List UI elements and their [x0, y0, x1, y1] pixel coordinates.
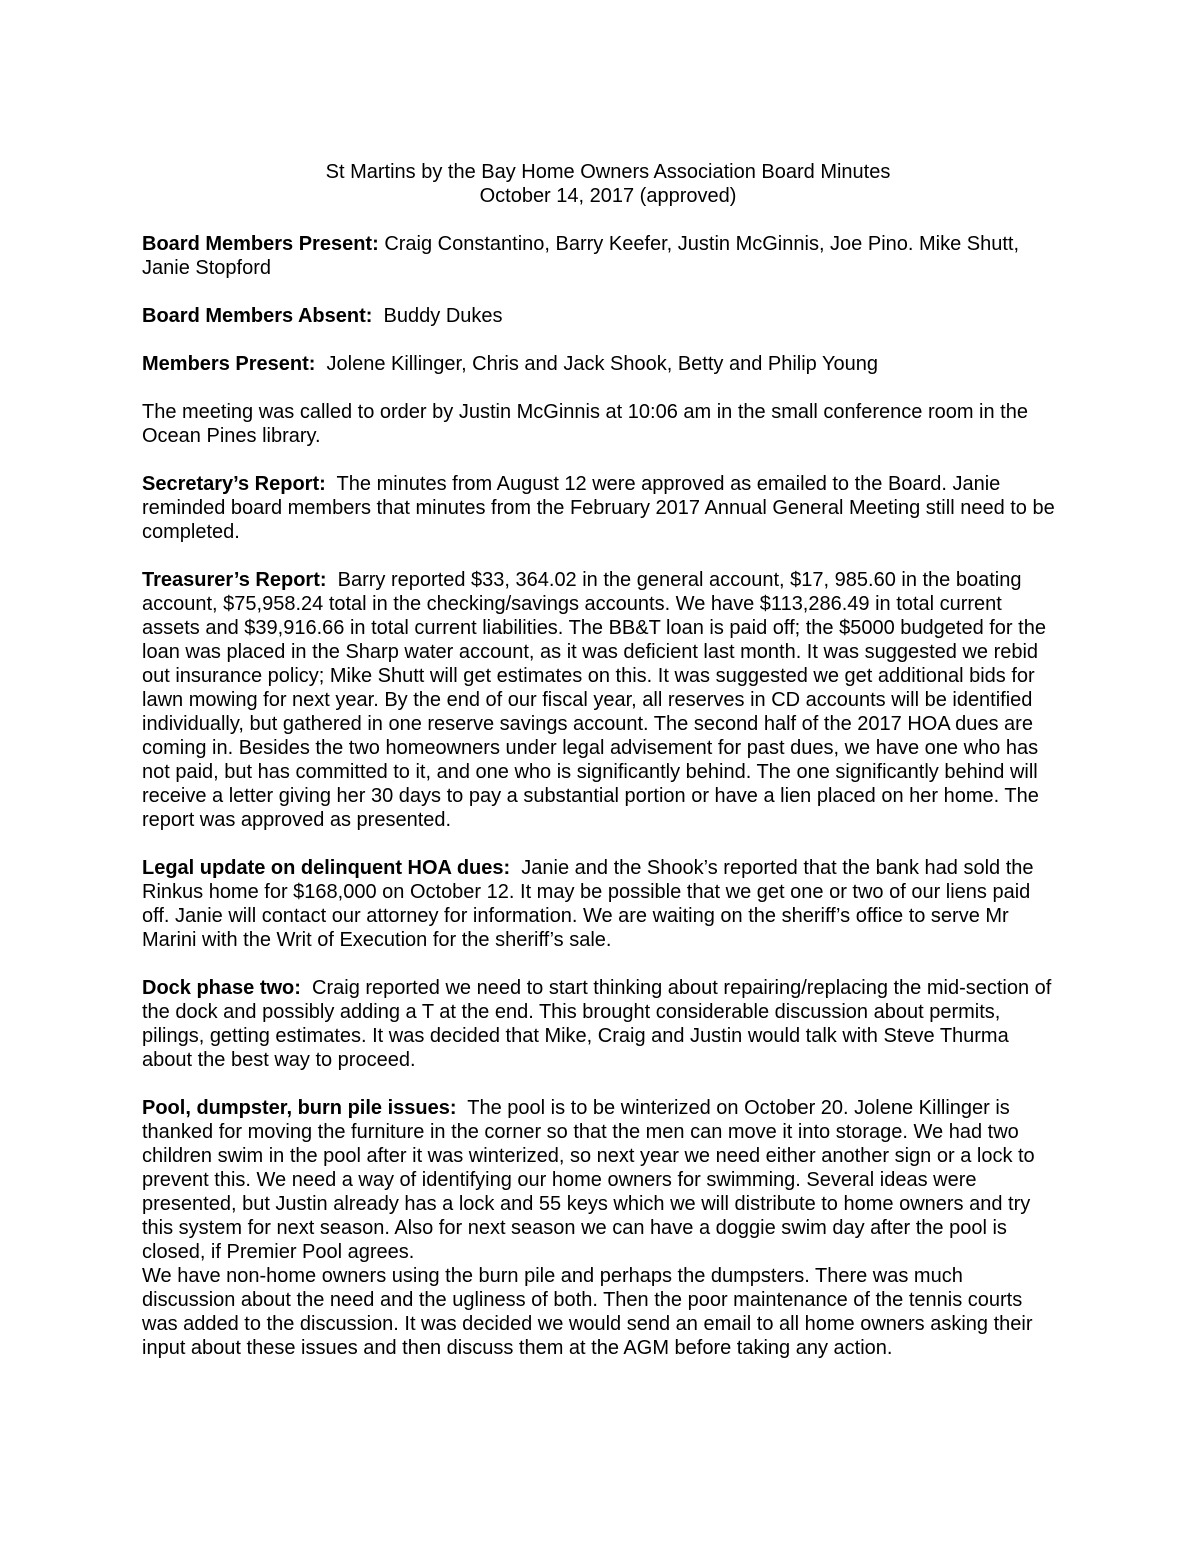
- section-text: Jolene Killinger, Chris and Jack Shook, Betty and Philip Young: [326, 353, 878, 375]
- section-pool-dumpster-burn-pile: [142, 1096, 1060, 1360]
- section-text: The pool is to be winterized on October 20. Jolene Killinger is thanked for moving the furniture in the corner so that the men can move it into storage. We had two children swim in the pool after it was winterized, so next year we need either another sign or a lock to prevent this. We need a way of identifying our home owners for swimming. Several ideas were presented, but Justin already has a lock and 55 keys which we will distribute to home owners and try this system for next season. Also for next season we can have a doggie swim day after the pool is closed, if Premier Pool agrees.: [142, 1097, 1035, 1263]
- section-paragraph: [142, 304, 1060, 328]
- section-heading: Treasurer’s Report:: [142, 569, 327, 591]
- section-heading: Board Members Absent:: [142, 305, 373, 327]
- section-paragraph: [142, 232, 1060, 280]
- section-heading: Secretary’s Report:: [142, 473, 326, 495]
- section-text: Craig Constantino, Barry Keefer, Justin McGinnis, Joe Pino. Mike Shutt, Janie Stopford: [142, 233, 1020, 279]
- document-title: St Martins by the Bay Home Owners Association Board Minutes: [325, 161, 891, 183]
- section-call-to-order: [142, 400, 1060, 448]
- section-board-absent: [142, 304, 1060, 328]
- section-board-present: [142, 232, 1060, 280]
- section-text: Buddy Dukes: [383, 305, 503, 327]
- document-date: October 14, 2017 (approved): [479, 185, 737, 207]
- document-header: [142, 160, 1060, 208]
- section-heading: Legal update on delinquent HOA dues:: [142, 857, 511, 879]
- section-paragraph: [142, 472, 1060, 544]
- section-text: The minutes from August 12 were approved as emailed to the Board. Janie reminded board members that minutes from the February 2017 Annual General Meeting still need to be completed.: [142, 473, 1055, 543]
- section-text: Barry reported $33, 364.02 in the general account, $17, 985.60 in the boating account, $75,958.24 total in the checking/savings accounts. We have $113,286.49 in total current assets and $39,916.66 in total current liabilities. The BB&T loan is paid off; the $5000 budgeted for the loan was placed in the Sharp water account, as it was deficient last month. It was suggested we rebid out insurance policy; Mike Shutt will get estimates on this. It was suggested we get additional bids for lawn mowing for next year. By the end of our fiscal year, all reserves in CD accounts will be identified individually, but gathered in one reserve savings account. The second half of the 2017 HOA dues are coming in. Besides the two homeowners under legal advisement for past dues, we have one who has not paid, but has committed to it, and one who is significantly behind. The one significantly behind will receive a letter giving her 30 days to pay a substantial portion or have a lien placed on her home. The report was approved as presented.: [142, 569, 1046, 831]
- section-members-present: [142, 352, 1060, 376]
- section-heading: Pool, dumpster, burn pile issues:: [142, 1097, 457, 1119]
- section-dock-phase-two: [142, 976, 1060, 1072]
- section-text: Craig reported we need to start thinking about repairing/replacing the mid-section of the dock and possibly adding a T at the end. This brought considerable discussion about permits, pilings, getting estimates. It was decided that Mike, Craig and Justin would talk with Steve Thurma about the best way to proceed.: [142, 977, 1052, 1071]
- section-text: Janie and the Shook’s reported that the bank had sold the Rinkus home for $168,000 on October 12. It may be possible that we get one or two of our liens paid off. Janie will contact our attorney for information. We are waiting on the sheriff’s office to serve Mr Marini with the Writ of Execution for the sheriff’s sale.: [142, 857, 1034, 951]
- minutes-page: [142, 160, 1060, 1384]
- section-paragraph: [142, 856, 1060, 952]
- section-heading: Board Members Present:: [142, 233, 379, 255]
- section-paragraph: [142, 1096, 1060, 1264]
- section-paragraph: [142, 400, 1060, 448]
- section-heading: Members Present:: [142, 353, 316, 375]
- section-paragraph: [142, 1264, 1060, 1360]
- section-paragraph: [142, 352, 1060, 376]
- section-secretary-report: [142, 472, 1060, 544]
- section-legal-update: [142, 856, 1060, 952]
- section-text: We have non-home owners using the burn pile and perhaps the dumpsters. There was much discussion about the need and the ugliness of both. Then the poor maintenance of the tennis courts was added to the discussion. It was decided we would send an email to all home owners asking their input about these issues and then discuss them at the AGM before taking any action.: [142, 1265, 1033, 1359]
- section-paragraph: [142, 568, 1060, 832]
- section-treasurer-report: [142, 568, 1060, 832]
- section-text: The meeting was called to order by Justin McGinnis at 10:06 am in the small conference room in the Ocean Pines library.: [142, 401, 1028, 447]
- section-paragraph: [142, 976, 1060, 1072]
- section-heading: Dock phase two:: [142, 977, 301, 999]
